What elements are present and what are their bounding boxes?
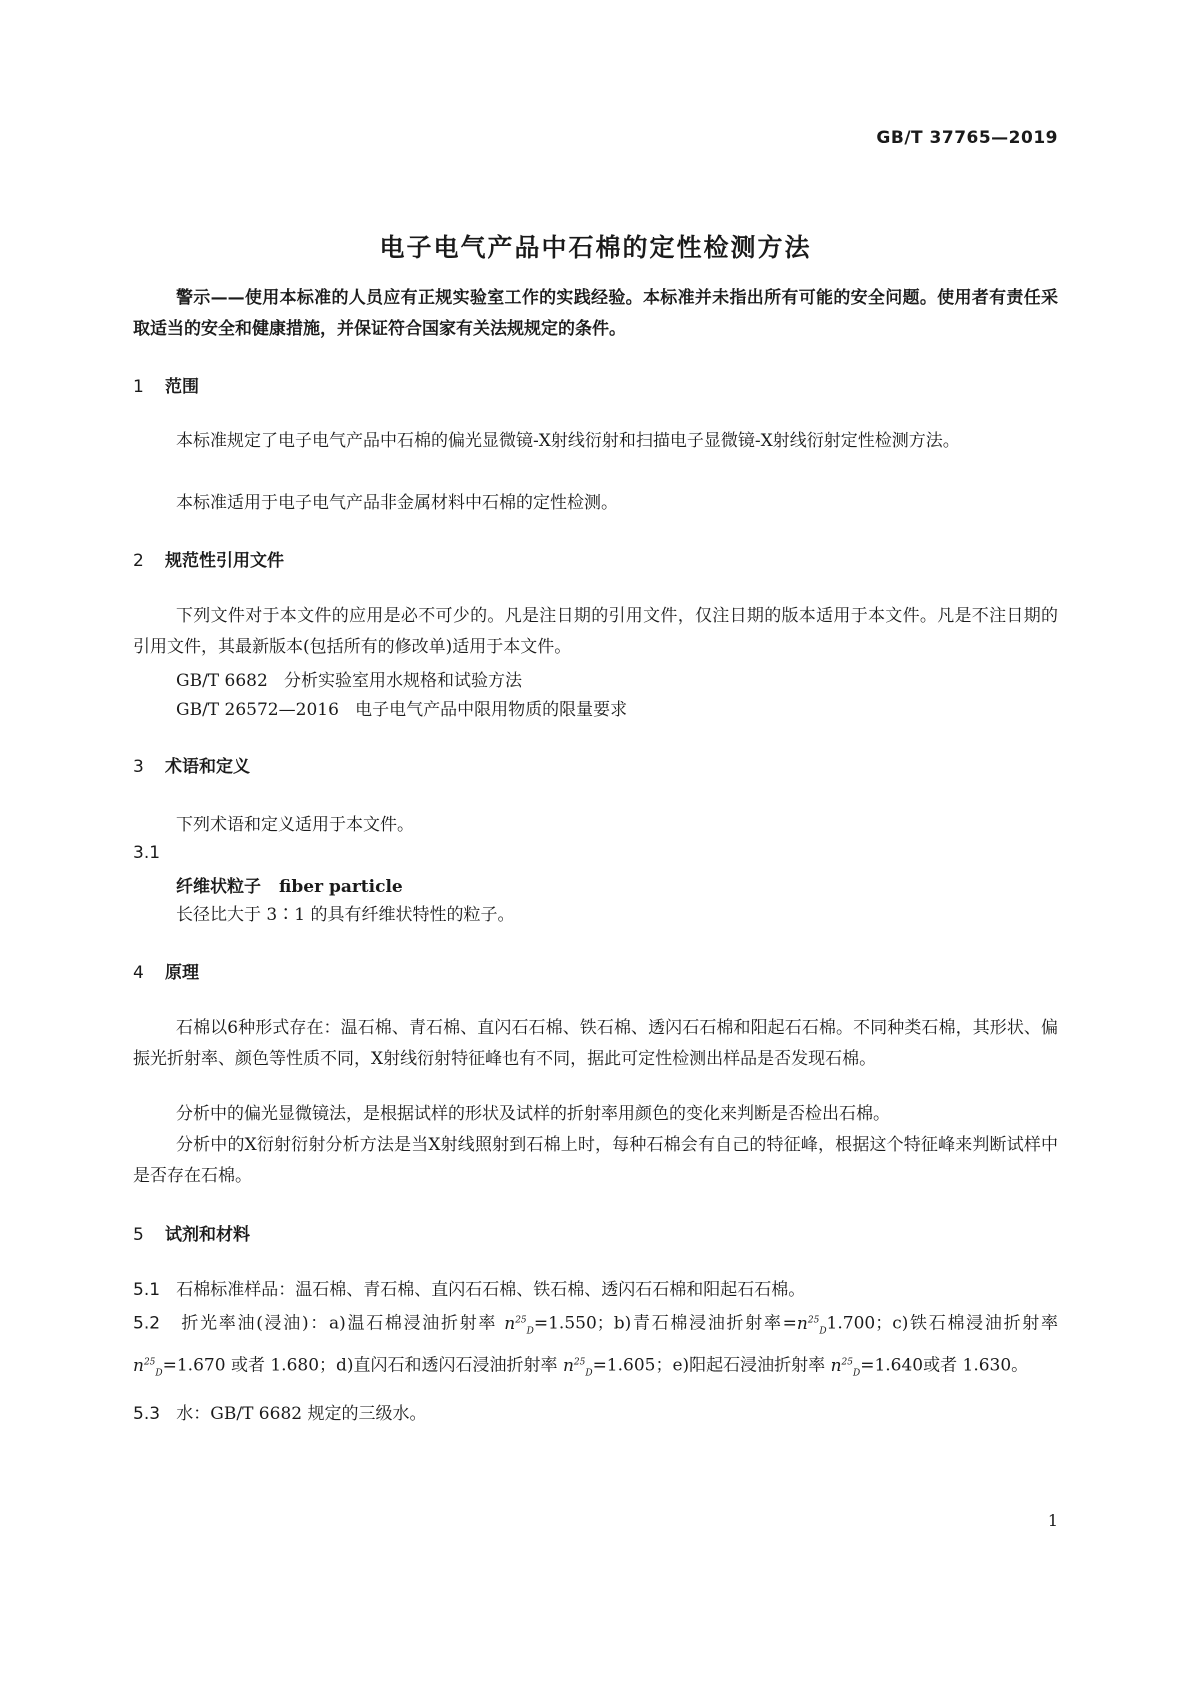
- section-title: 试剂和材料: [165, 1225, 250, 1245]
- clause-number: 5.2: [133, 1313, 161, 1334]
- page-number: 1: [1047, 1511, 1058, 1530]
- clause-text-c-value: =1.670 或者 1.680；d)直闪石和透闪石浸油折射率: [162, 1355, 563, 1376]
- page-title: 电子电气产品中石棉的定性检测方法: [379, 233, 812, 262]
- clause-5-1: [133, 1275, 1058, 1306]
- clause-number: 5.1: [133, 1280, 161, 1300]
- section-3-paragraph-1: 下列术语和定义适用于本文件。: [176, 815, 414, 835]
- section-1-paragraph-1: 本标准规定了电子电气产品中石棉的偏光显微镜-X射线衍射和扫描电子显微镜-X射线衍射定性检测方法。: [176, 431, 960, 451]
- clause-5-2: [133, 1305, 1058, 1389]
- clause-5-3: [133, 1399, 1058, 1430]
- clause-text-a: 折光率油(浸油)：a)温石棉浸油折射率: [181, 1313, 505, 1334]
- term-chinese: 纤维状粒子: [176, 877, 261, 897]
- section-title: 范围: [165, 377, 199, 397]
- reference-code: GB/T 26572—2016: [176, 700, 339, 720]
- section-4-paragraph-3: 分析中的X衍射衍射分析方法是当X射线照射到石棉上时，每种石棉会有自己的特征峰，根据这个特征峰来判断试样中是否存在石棉。: [133, 1135, 1058, 1186]
- refractive-index-symbol: $n^{25}_D$: [796, 1313, 827, 1337]
- section-title: 术语和定义: [165, 757, 250, 777]
- section-number: 4: [133, 963, 144, 983]
- reference-item: [176, 666, 522, 691]
- term-english: fiber particle: [279, 877, 403, 897]
- section-2-paragraph-1: 下列文件对于本文件的应用是必不可少的。凡是注日期的引用文件，仅注日期的版本适用于本文件。凡是不注日期的引用文件，其最新版本(包括所有的修改单)适用于本文件。: [133, 606, 1058, 657]
- clause-text-a-value: =1.550；b)青石棉浸油折射率=: [533, 1313, 797, 1334]
- refractive-index-symbol: $n^{25}_D$: [830, 1355, 861, 1379]
- section-number: 3: [133, 757, 144, 777]
- section-4-paragraph-2: 分析中的偏光显微镜法，是根据试样的形状及试样的折射率用颜色的变化来判断是否检出石棉。: [176, 1104, 890, 1124]
- clause-text: 水：GB/T 6682 规定的三级水。: [176, 1404, 427, 1424]
- refractive-index-symbol: $n^{25}_D$: [562, 1355, 593, 1379]
- clause-text-b-value: 1.700；c)铁石棉浸油折射率: [826, 1313, 1059, 1334]
- reference-title: 电子电气产品中限用物质的限量要求: [355, 700, 628, 720]
- section-4-paragraph-1: 石棉以6种形式存在：温石棉、青石棉、直闪石石棉、铁石棉、透闪石石棉和阳起石石棉。不同种类石棉，其形状、偏振光折射率、颜色等性质不同，X射线衍射特征峰也有不同，据此可定性检测出样品是否发现石棉。: [133, 1018, 1058, 1069]
- clause-number: 5.3: [133, 1404, 161, 1424]
- section-title: 规范性引用文件: [165, 551, 284, 571]
- section-number: 2: [133, 551, 144, 571]
- section-4-heading: [133, 958, 199, 983]
- standard-code: GB/T 37765—2019: [876, 128, 1058, 148]
- section-1-paragraph-2: 本标准适用于电子电气产品非金属材料中石棉的定性检测。: [176, 493, 618, 513]
- clause-text-e-value: =1.640或者 1.630。: [860, 1355, 1029, 1376]
- subsection-number: 3.1: [133, 843, 161, 863]
- refractive-index-symbol: $n^{25}_D$: [504, 1313, 534, 1337]
- section-title: 原理: [165, 963, 199, 983]
- clause-text-d-value: =1.605；e)阳起石浸油折射率: [592, 1355, 831, 1376]
- term-definition: 长径比大于 3∶1 的具有纤维状特性的粒子。: [176, 905, 515, 925]
- section-2-heading: [133, 546, 284, 571]
- section-number: 5: [133, 1225, 144, 1245]
- reference-title: 分析实验室用水规格和试验方法: [284, 671, 523, 691]
- clause-text: 石棉标准样品：温石棉、青石棉、直闪石石棉、铁石棉、透闪石石棉和阳起石石棉。: [176, 1280, 806, 1300]
- reference-item: [176, 695, 627, 720]
- refractive-index-symbol: $n^{25}_D$: [133, 1355, 163, 1379]
- section-3-heading: [133, 752, 250, 777]
- warning-paragraph: 警示——使用本标准的人员应有正规实验室工作的实践经验。本标准并未指出所有可能的安全问题。使用者有责任采取适当的安全和健康措施，并保证符合国家有关法规规定的条件。: [133, 288, 1058, 339]
- section-number: 1: [133, 377, 144, 397]
- term-entry: [176, 872, 403, 897]
- section-5-heading: [133, 1220, 250, 1245]
- section-1-heading: [133, 372, 199, 397]
- reference-code: GB/T 6682: [176, 671, 268, 691]
